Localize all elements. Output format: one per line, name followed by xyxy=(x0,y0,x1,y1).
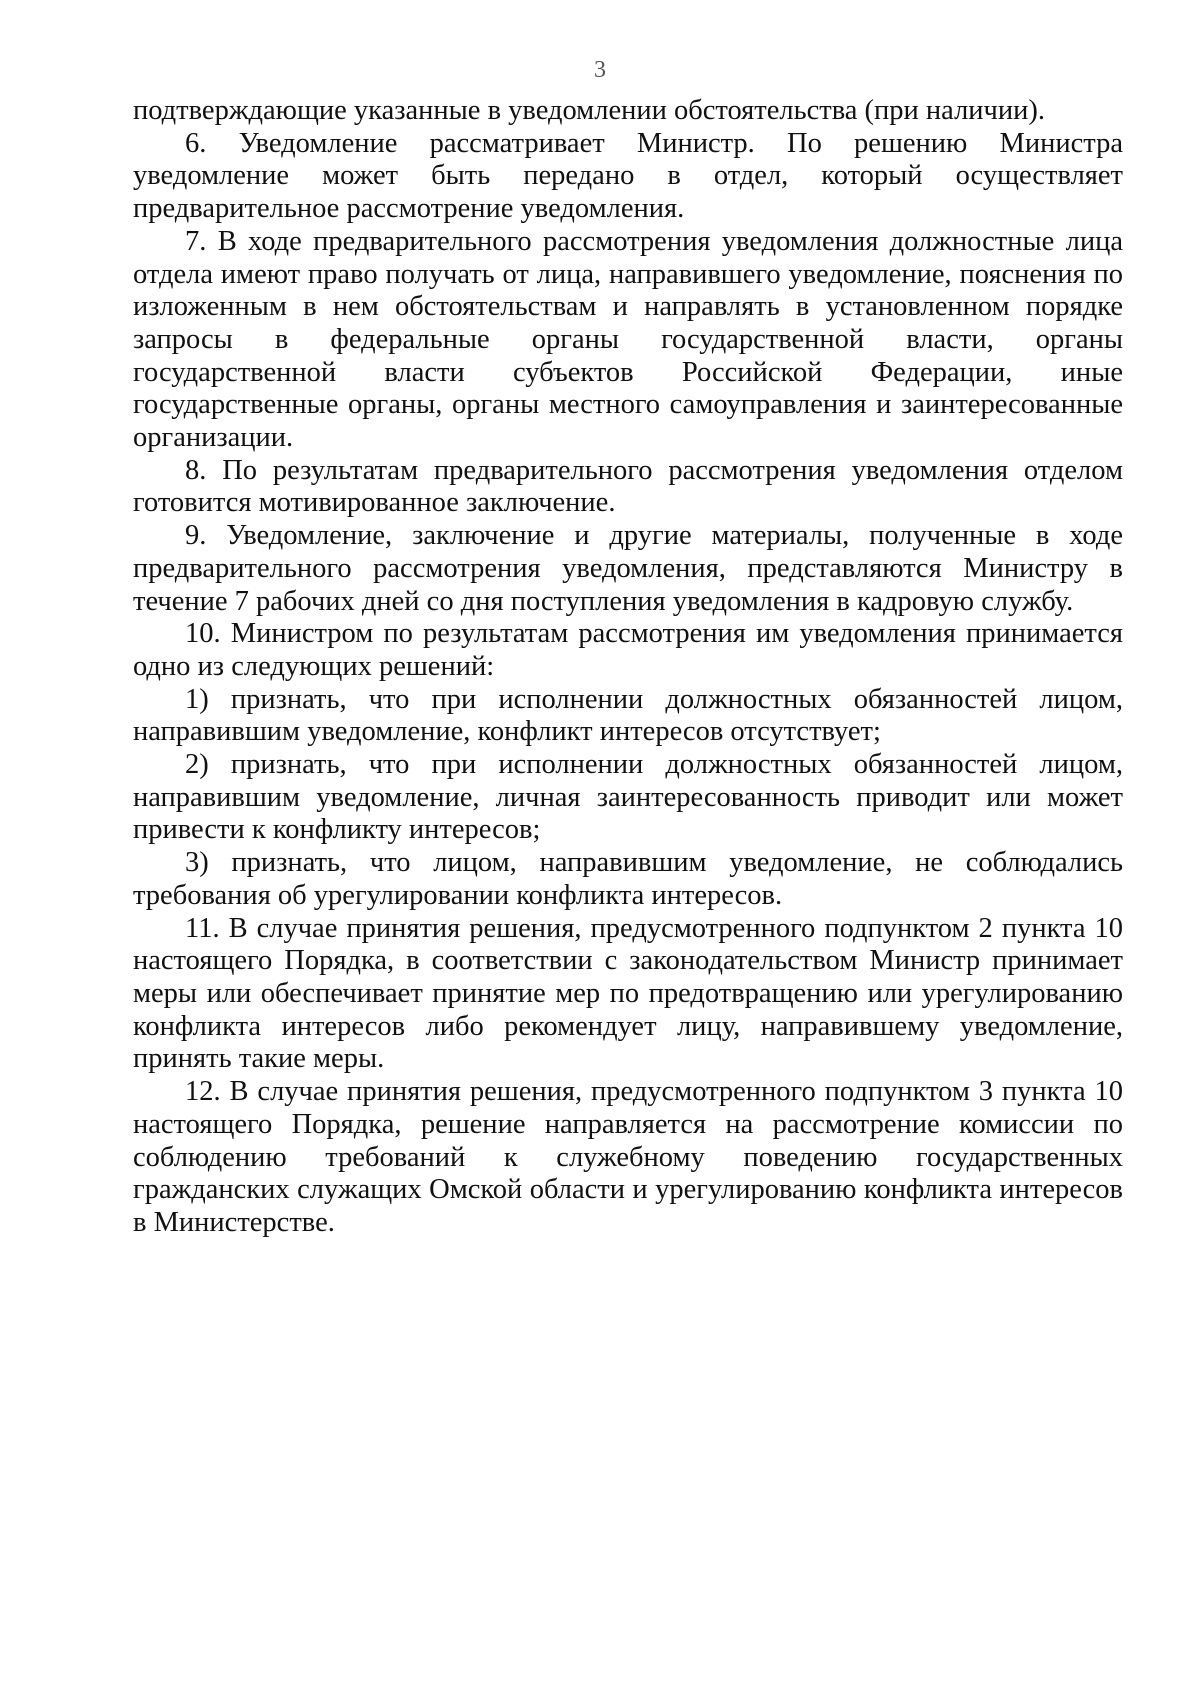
subparagraph-10-2: 2) признать, что при исполнении должностных обязанностей лицом, направившим уведомление, личная заинтересованность приводит или может привести к конфликту интересов; xyxy=(133,749,1123,846)
paragraph-continuation: подтверждающие указанные в уведомлении обстоятельства (при наличии). xyxy=(133,95,1045,126)
page-number: 3 xyxy=(594,57,606,83)
paragraph-item-6: 6. Уведомление рассматривает Министр. По решению Министра уведомление может быть передано в отдел, который осуществляет предварительное рассмотрение уведомления. xyxy=(133,127,1123,225)
paragraph-item-12: 12. В случае принятия решения, предусмотренного подпунктом 3 пункта 10 настоящего Порядка, решение направляется на рассмотрение комиссии по соблюдению требований к служебному поведению государственных гражданских служащих Омской области и урегулированию конфликта интересов в Министерстве. xyxy=(133,1076,1123,1238)
subparagraph-10-1: 1) признать, что при исполнении должностных обязанностей лицом, направившим уведомление, конфликт интересов отсутствует; xyxy=(133,683,1123,748)
paragraph-item-7: 7. В ходе предварительного рассмотрения уведомления должностные лица отдела имеют право получать от лица, направившего уведомление, пояснения по изложенным в нем обстоятельствам и направлять в установленном порядке запросы в федеральные органы государственной власти, органы государственной власти субъектов Российской Федерации, иные государственные органы, органы местного самоуправления и заинтересованные организации. xyxy=(133,225,1123,454)
paragraph-item-11: 11. В случае принятия решения, предусмотренного подпунктом 2 пункта 10 настоящего Порядка, в соответствии с законодательством Министр принимает меры или обеспечивает принятие мер по предотвращению или урегулированию конфликта интересов либо рекомендует лицу, направившему уведомление, принять такие меры. xyxy=(133,912,1123,1075)
paragraph-item-9: 9. Уведомление, заключение и другие материалы, полученные в ходе предварительного рассмотрения уведомления, представляются Министру в течение 7 рабочих дней со дня поступления уведомления в кадровую службу. xyxy=(133,520,1123,617)
subparagraph-10-3: 3) признать, что лицом, направившим уведомление, не соблюдались требования об урегулировании конфликта интересов. xyxy=(133,847,1123,911)
paragraph-item-10: 10. Министром по результатам рассмотрения им уведомления принимается одно из следующих решений: xyxy=(133,618,1123,682)
paragraph-item-8: 8. По результатам предварительного рассмотрения уведомления отделом готовится мотивированное заключение. xyxy=(133,454,1123,519)
document-body xyxy=(133,95,1123,1240)
